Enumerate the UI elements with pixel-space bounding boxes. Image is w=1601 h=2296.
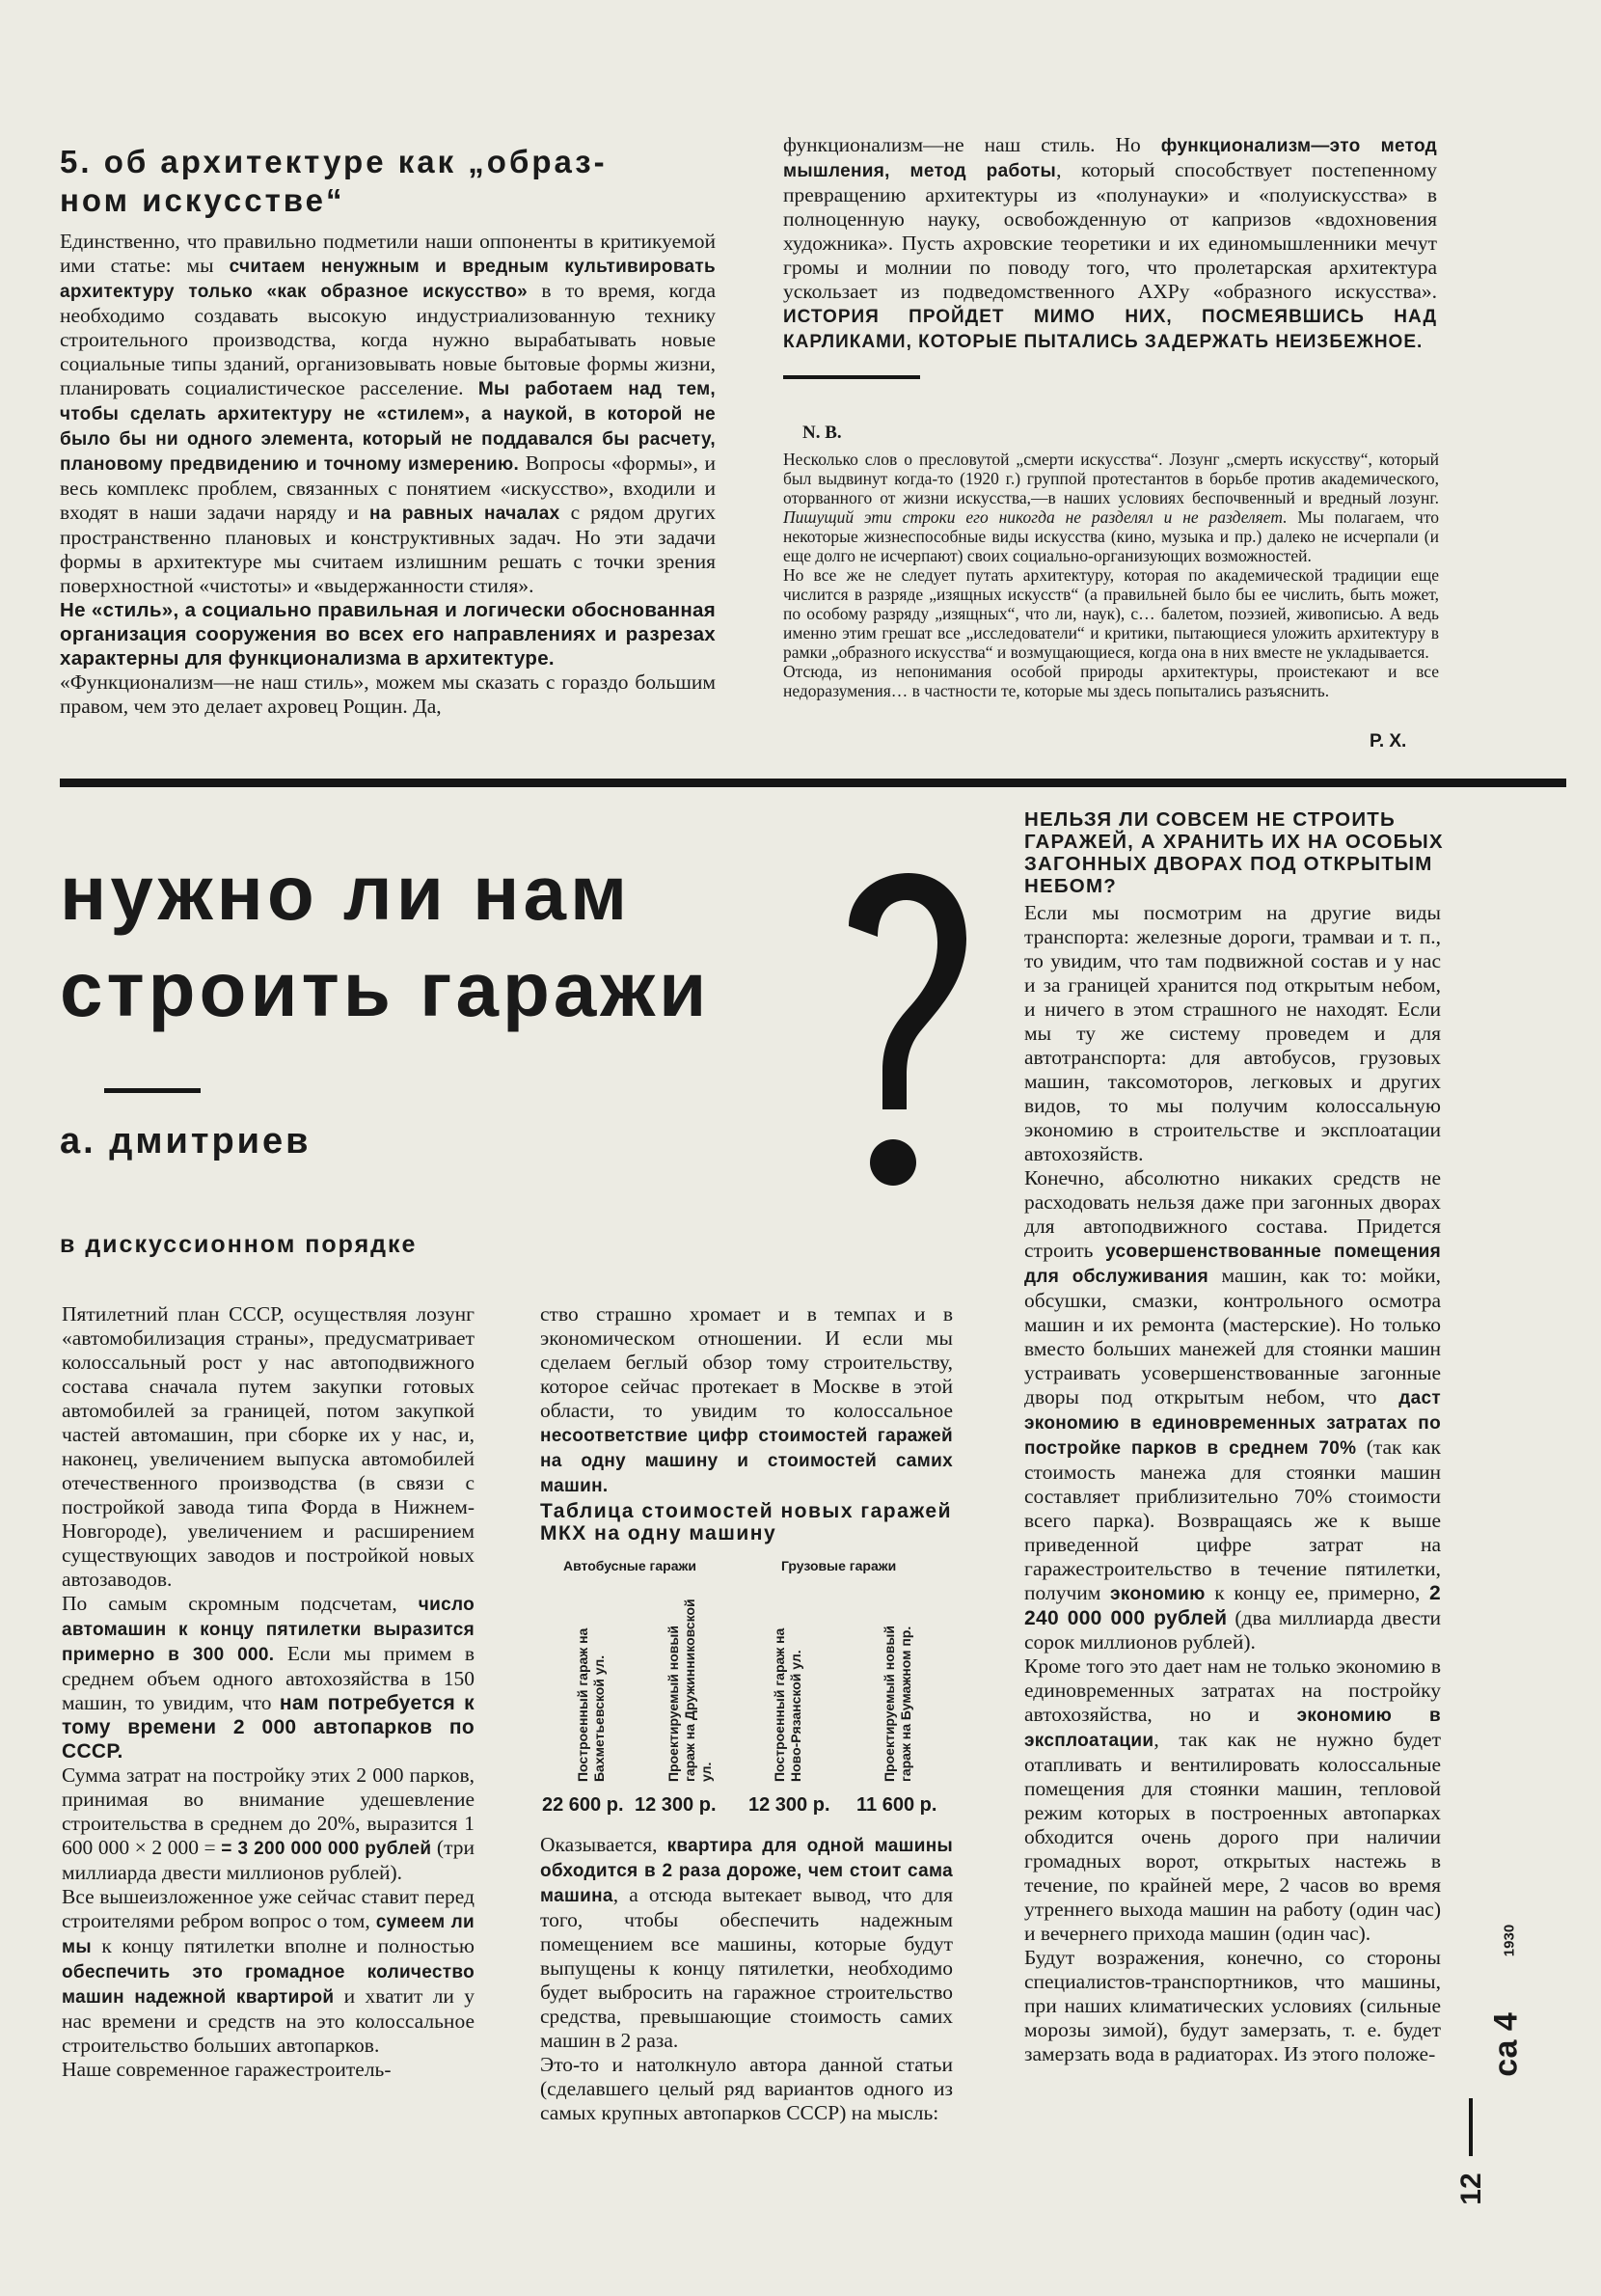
- column-1-paragraph-5: Наше современное гаражестроитель-: [62, 2058, 392, 2081]
- column-3-paragraph-3: Кроме того это дает нам не только экономию в единовременных затратах на постройку автохозяйства, но и экономию в эксплоатации, так как не нужно будет отапливать и вентилировать колоссальные помещения для стоянки машин, тепловой режим которых в построенных автопарках обходится очень дорого при наличии громадных ворот, открытых настежь в течение, по крайней мере, 2 часов во время утреннего выхода машин на работу (один час) и вечернего прихода машин (один час).: [1024, 1654, 1442, 1945]
- article-column-3: [1024, 901, 1441, 2066]
- article-subtitle: в дискуссионном порядке: [60, 1231, 418, 1258]
- nb-paragraph-2: Но все же не следует путать архитектуру, которая по академической традиции еще числится в разряде „изящных искусств“ (а правильней было бы ее числить, быть может, по особому разряду „изящных“, что ли, наук), с… балетом, поэзией, живописью. А ведь именно этим грешат все „исследователи“ и критики, пытающиеся уложить архитектуру в рамки „образного искусства“ и возмущающиеся, когда она в них вместе не укладывается.: [783, 565, 1439, 662]
- column-1-paragraph-1: Пятилетний план СССР, осуществляя лозунг «автомобилизация страны», предусматривает колоссальный рост у нас автоподвижного состава сначала путем закупки готовых автомобилей за границей, потом закупкой частей автомашин, при сборке их у нас, и, наконец, увеличением выпуска автомобилей отечественного производства (в связи с постройкой завода типа Форда в Нижнем-Новгороде), увеличением и расширением существующих заводов и постройкой новых автозаводов.: [62, 1302, 475, 1591]
- garage-cost-table: [540, 1500, 957, 1782]
- article-title: [60, 845, 851, 1038]
- column-2-paragraph-3: Это-то и натолкнуло автора данной статьи (сделавшего целый ряд вариантов одного из самых крупных автопарков СССР) на мысль:: [540, 2053, 953, 2124]
- nb-paragraph-1: Несколько слов о пресловутой „смерти искусства“. Лозунг „смерть искусству“, который был выдвинут когда-то (1920 г.) группой протестантов в борьбе против академического, оторванного от жизни искусства,—в наших условиях беспочвенный и вредный лозунг. Пишущий эти строки его никогда не разделял и не разделяет. Мы полагаем, что некоторые жизнеспособные виды искусства (кино, музыка и пр.) далеко не исчерпали (и еще долго не исчерпают) своих социально-организующих возможностей.: [783, 450, 1439, 565]
- title-underline-rule: [104, 1088, 201, 1093]
- table-column-label: Построенный гараж на Бахметьевской ул.: [575, 1627, 607, 1782]
- table-column-label: Проектируемый новый гараж на Дружинниковской ул.: [665, 1599, 714, 1782]
- article-column-2-bottom: [540, 1833, 953, 2125]
- table-column-label: Проектируемый новый гараж на Бумажном пр.: [882, 1626, 913, 1782]
- article-author: а. дмитриев: [60, 1121, 312, 1162]
- signature: Р. Х.: [1370, 731, 1407, 752]
- magazine-issue-label: са 4: [1487, 2012, 1525, 2077]
- table-group-truck: Грузовые гаражи: [781, 1558, 897, 1573]
- section-5-paragraph: Единственно, что правильно подметили наши оппоненты в критикуемой ими статье: мы считаем ненужным и вредным культивировать архитектуру только «как образное искусство» в то время, когда необходимо создавать высокую индустриализованную технику строительного производства, когда нужно вырабатывать новые социальные типы зданий, организовывать новые бытовые формы жизни, планировать социалистическое расселение. Мы работаем над тем, чтобы сделать архитектуру не «стилем», а наукой, в которой не было бы ни одного элемента, который не поддавался бы расчету, плановому предвидению и точному измерению. Вопросы «формы», и весь комплекс проблем, связанных с понятием «искусство», входили и входят в наши задачи наряду и на равных началах с рядом других пространственно плановых и конструктивных задач. Но эти задачи формы в архитектуре мы считаем излишним решать с точки зрения поверхностной «чистоты» и «выдержанности стиля».: [60, 230, 716, 597]
- article-column-1: [62, 1302, 475, 2082]
- article-column-2-top: ство страшно хромает и в темпах и в экономическом отношении. И если мы сделаем беглый обзор тому строительству, которое сейчас протекает в Москве в этой области, то увидим то колоссальное несоответствие цифр стоимостей гаражей на одну машину и стоимостей самих машин.: [540, 1302, 953, 1496]
- column-3-paragraph-1: Если мы посмотрим на другие виды транспорта: железные дороги, трамваи и т. п., то увидим, что там подвижной состав и у нас и за границей хранится под открытым небом, и ничего в этом страшного не находят. Если мы ту же систему проведем и для автотранспорта: для автобусов, грузовых машин, таксомоторов, легковых и других видов, то мы получим колоссальную экономию в строительстве и эксплоатации автохозяйств.: [1024, 901, 1441, 1165]
- column-3-heading: НЕЛЬЗЯ ЛИ СОВСЕМ НЕ СТРОИТЬ ГАРАЖЕЙ, А ХРАНИТЬ ИХ НА ОСОБЫХ ЗАГОННЫХ ДВОРАХ ПОД ОТКРЫТЫМ НЕБОМ?: [1024, 808, 1444, 897]
- article-title-line-1: нужно ли нам: [60, 850, 632, 936]
- section-heading-line-2: ном искусстве“: [60, 182, 345, 218]
- column-3-paragraph-4: Будут возражения, конечно, со стороны специалистов-транспортников, что машины, при наших климатических условиях (сильные морозы зимой), будут замерзать, т. е. будет замерзать вода в радиаторах. Из этого положе-: [1024, 1946, 1441, 2065]
- question-mark-icon: [829, 873, 974, 1201]
- column-1-paragraph-3: Сумма затрат на постройку этих 2 000 парков, принимая во внимание удешевление строительства в среднем до 20%, выразится 1 600 000 × 2 000 = = 3 200 000 000 рублей (три миллиарда двести миллионов рублей).: [62, 1763, 475, 1884]
- functionalism-paragraph: функционализм—не наш стиль. Но функционализм—это метод мышления, метод работы, который способствует постепенному превращению архитектуры из «полунауки» и «полуискусства» в полноценную науку, освобожденную от капризов «вдохновения художника». Пусть ахровские теоретики и их единомышленники мечут громы и молнии по поводу того, что пролетарская архитектура ускользает из подведомственного АХРу «образного искусства». ИСТОРИЯ ПРОЙДЕТ МИМО НИХ, ПОСМЕЯВШИСЬ НАД КАРЛИКАМИ, КОТОРЫЕ ПЫТАЛИСЬ ЗАДЕРЖАТЬ НЕИЗБЕЖНОЕ.: [783, 133, 1437, 352]
- table-value: 12 300 р.: [748, 1794, 830, 1816]
- column-1-paragraph-4: Все вышеизложенное уже сейчас ставит перед строителями ребром вопрос о том, сумеем ли мы к концу пятилетки вполне и полностью обеспечить это громадное количество машин надежной квартирой и хватит ли у нас времени и средств на это колоссальное строительство больших автопарков.: [62, 1885, 475, 2057]
- section-5-heading: [60, 143, 716, 220]
- column-2-paragraph-2: Оказывается, квартира для одной машины обходится в 2 раза дороже, чем стоит сама машина, а отсюда вытекает вывод, что для того, чтобы обеспечить надежным помещением все машины, которые будут выпущены к концу пятилетки, необходимо будет выбросить на гаражное строительство средства, превышающие стоимость самих машин в 2 раза.: [540, 1833, 954, 2052]
- table-column-label: Построенный гараж на Ново-Рязанской ул.: [772, 1627, 803, 1782]
- section-heading-line-1: 5. об архитектуре как „образ-: [60, 144, 608, 179]
- page-number: 12: [1455, 2173, 1487, 2205]
- table-group-bus: Автобусные гаражи: [563, 1558, 697, 1573]
- column-1-paragraph-2: По самым скромным подсчетам, число автомашин к концу пятилетки выразится примерно в 300 000. Если мы примем в среднем объем одного автохозяйства в 150 машин, то увидим, что нам потребуется к тому времени 2 000 автопарков по СССР.: [62, 1592, 475, 1763]
- margin-divider-rule: [1469, 2098, 1473, 2156]
- divider-rule: [783, 375, 920, 379]
- nb-label: N. B.: [802, 423, 842, 443]
- section-separator-rule: [60, 779, 1566, 787]
- column-3-paragraph-2: Конечно, абсолютно никаких средств не расходовать нельзя даже при загонных дворах для автоподвижного состава. Придется строить усовершенствованные помещения для обслуживания машин, как то: мойки, обсушки, смазки, контрольного осмотра машин и их ремонта (мастерские). Но только вместо больших манежей для стоянки машин устраивать усовершенствованные загонные дворы под открытым небом, что даст экономию в единовременных затратах по постройке парков в среднем 70% (так как стоимость манежа для стоянки машин составляет приблизительно 70% стоимости всего парка). Возвращаясь же к выше приведенной цифре затрат на гаражестроительство в течение пятилетки, получим экономию к концу ее, примерно, 2 240 000 000 рублей (два миллиарда двести сорок миллионов рублей).: [1024, 1166, 1442, 1654]
- section-5-bold-paragraph: Не «стиль», а социально правильная и логически обоснованная организация сооружения во всех его направлениях и разрезах характерны для функционализма в архитектуре.: [60, 599, 716, 670]
- nb-note: [783, 450, 1439, 700]
- section-5-closing-paragraph: «Функционализм—не наш стиль», можем мы сказать с гораздо большим правом, чем это делает ахровец Рощин. Да,: [60, 670, 716, 718]
- table-title: Таблица стоимостей новых гаражей МКХ на одну машину: [540, 1500, 952, 1544]
- table-value: 11 600 р.: [856, 1794, 937, 1816]
- table-value: 22 600 р.: [542, 1794, 624, 1816]
- table-value: 12 300 р.: [635, 1794, 717, 1816]
- article-title-line-2: строить гаражи: [60, 946, 711, 1032]
- section-5-body: [60, 230, 716, 719]
- nb-paragraph-3: Отсюда, из непонимания особой природы архитектуры, проистекают и все недоразумения… в частности те, которые мы здесь попытались разъяснить.: [783, 662, 1439, 700]
- magazine-year: 1930: [1501, 1924, 1518, 1957]
